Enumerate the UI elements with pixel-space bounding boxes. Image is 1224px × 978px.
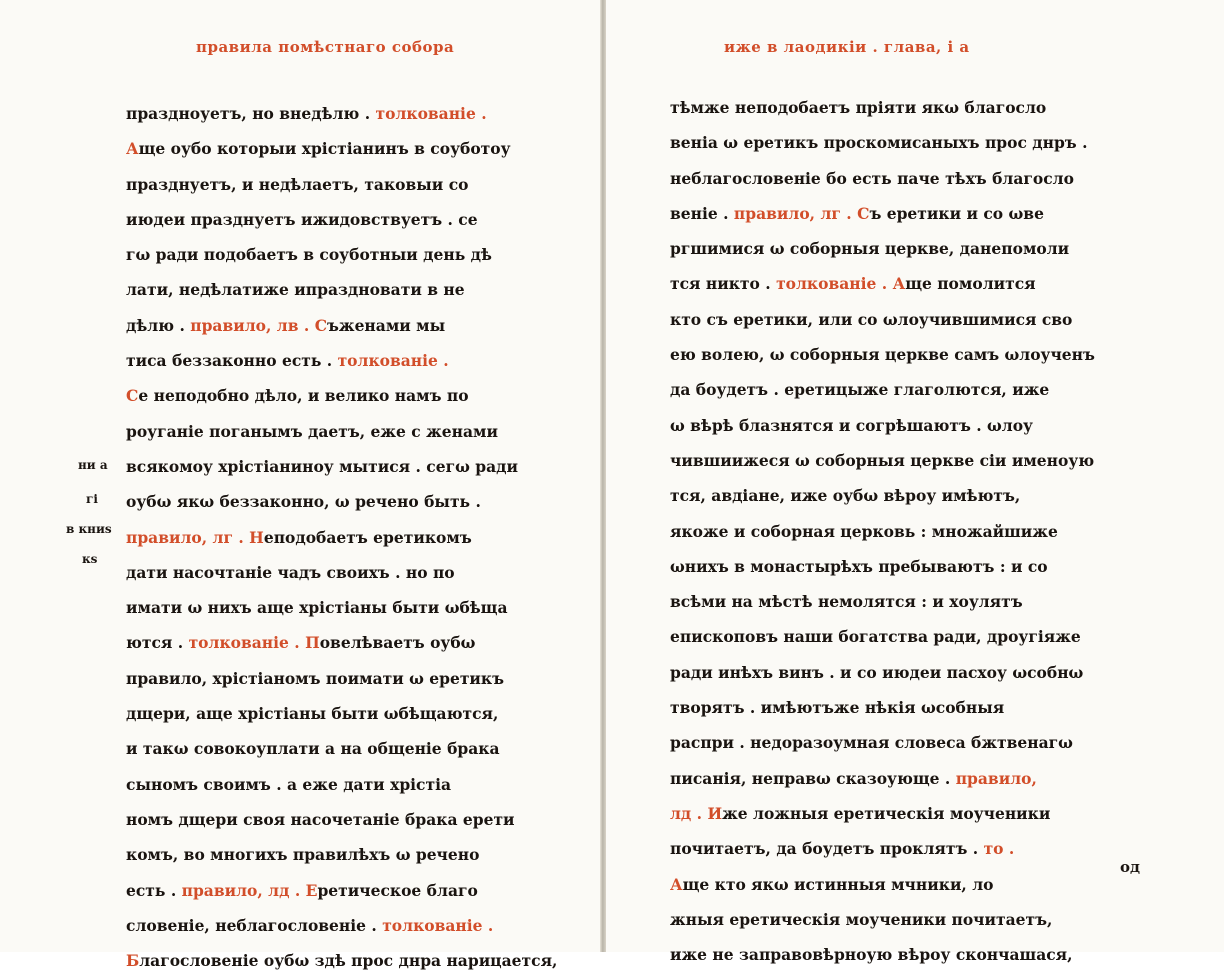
text-segment: овелѣваетъ оубω <box>319 633 476 653</box>
text-segment: тѣмже неподобаетъ пріяти якω благосло <box>670 98 1047 117</box>
rubric-segment: Е <box>305 880 318 900</box>
text-segment: кто съ еретики, или со ωлоучившимися сво <box>670 309 1073 329</box>
text-line <box>670 690 1110 725</box>
text-line <box>126 696 546 731</box>
text-line <box>670 655 1110 690</box>
text-line <box>670 125 1110 160</box>
text-line <box>126 343 546 378</box>
text-segment: ъженами мы <box>327 315 446 335</box>
text-line <box>126 625 546 660</box>
text-line <box>126 661 546 696</box>
text-segment: ргшимися ω соборныя церкве, данепомоли <box>670 239 1070 259</box>
rubric-segment: правило, лд . <box>181 880 306 900</box>
text-segment: ω вѣрѣ блазнятся и согрѣшаютъ . ωлоу <box>670 415 1033 435</box>
text-line <box>126 131 546 166</box>
rubric-segment: Б <box>126 951 140 971</box>
rubric-segment: А <box>670 874 683 894</box>
text-segment: ради инѣхъ винъ . и со июдеи пасхоу ωсобнω <box>670 662 1084 682</box>
text-segment: жныя еретическія моученики почитаетъ, <box>670 909 1053 929</box>
text-line <box>126 555 546 590</box>
text-line <box>126 484 546 519</box>
text-line <box>670 443 1110 478</box>
text-line <box>126 414 546 449</box>
text-segment: правило, хрістіаномъ поимати ω еретикъ <box>126 668 505 688</box>
text-segment: дщери, аще хрістіаны быти ωбѣщаются, <box>126 704 499 724</box>
text-segment: же ложныя еретическія моученики <box>722 803 1051 823</box>
text-segment: роуганіе поганымъ даетъ, еже с женами <box>126 421 498 441</box>
text-line <box>126 731 546 766</box>
text-line <box>670 831 1110 866</box>
left-page-text <box>126 96 558 978</box>
text-segment: гω ради подобаетъ в соуботныи день дѣ <box>126 245 492 265</box>
text-segment: есть . <box>126 880 182 900</box>
text-line <box>670 266 1110 301</box>
text-segment: словеніе, неблагословеніе . <box>126 915 383 935</box>
margin-note: ни а <box>78 458 108 472</box>
text-segment: е неподобно дѣло, и велико намъ по <box>138 386 469 406</box>
text-line <box>126 237 546 272</box>
rubric-segment: П <box>305 633 320 653</box>
text-line <box>126 590 546 625</box>
text-line <box>126 873 546 908</box>
text-line <box>670 196 1110 231</box>
left-page-header: правила помѣстнаго собора <box>196 38 455 56</box>
text-line <box>670 549 1110 584</box>
text-segment: номъ дщери своя насочетаніе брака ерети <box>126 809 515 829</box>
rubric-segment: правило, лг . <box>733 203 858 223</box>
text-segment: ще оубо которыи хрістіанинъ в соуботоу <box>138 139 511 159</box>
text-segment: веніа ω еретикъ проскомисаныхъ прос днръ . <box>670 133 1088 153</box>
text-line <box>670 761 1110 796</box>
text-line <box>670 725 1110 760</box>
right-page <box>606 0 1224 965</box>
text-segment: иже не заправовѣрноую вѣроу скончашася, <box>670 945 1073 965</box>
text-line <box>670 90 1110 125</box>
text-line <box>126 943 558 978</box>
rubric-segment: С <box>857 203 870 223</box>
rubric-segment: правило, лв . <box>190 315 310 335</box>
text-segment: ще помолится <box>905 274 1036 294</box>
right-page-text <box>670 90 1110 972</box>
rubric-segment: А <box>126 139 139 159</box>
text-segment: ще кто якω истинныя мчники, ло <box>682 874 994 894</box>
rubric-segment: то . <box>983 839 1015 859</box>
text-line <box>126 202 546 237</box>
text-segment: неблагословеніе бо есть паче тѣхъ благосло <box>670 168 1074 188</box>
text-segment: распри . недоразоумная словеса бжтвенагω <box>670 733 1073 753</box>
text-segment: дати насочтаніе чадъ своихъ . но по <box>126 562 455 582</box>
text-segment: веніе . <box>670 203 734 223</box>
text-segment: да боудетъ . еретицыже глаголются, иже <box>670 380 1050 400</box>
text-line <box>670 337 1110 372</box>
text-segment: ωнихъ в монастырѣхъ пребываютъ : и со <box>670 556 1048 576</box>
text-segment: тся, авдіане, иже оубω вѣроу имѣютъ, <box>670 486 1021 506</box>
rubric-segment: лд . <box>670 803 708 823</box>
text-segment: ею волею, ω соборныя церкве самъ ωлоученъ <box>670 345 1095 365</box>
text-line <box>670 902 1110 937</box>
rubric-segment: толкованіе . <box>382 915 494 935</box>
text-line <box>126 449 546 484</box>
text-segment: еподобаетъ еретикомъ <box>263 527 472 547</box>
text-segment: июдеи празднуетъ ижидовствуетъ . се <box>126 209 478 229</box>
text-segment: лагословеніе оубω здѣ прос днра нарицается, <box>139 951 558 971</box>
margin-note: кѕ <box>82 552 98 566</box>
margin-note: гі <box>86 492 98 506</box>
rubric-segment: толкованіе . <box>776 274 893 294</box>
text-line <box>126 308 546 343</box>
rubric-segment: правило, <box>955 768 1037 788</box>
left-page <box>0 0 602 971</box>
text-line <box>670 937 1110 972</box>
text-segment: всякомоу хрістіанинoу мытися . сегω ради <box>126 456 518 476</box>
rubric-segment: Н <box>249 527 264 547</box>
text-line <box>670 796 1110 831</box>
text-segment: празднуетъ, и недѣлаетъ, таковыи со <box>126 174 469 194</box>
rubric-segment: правило, лг . <box>126 527 250 547</box>
text-segment: ъ еретики и со ωве <box>869 203 1044 223</box>
text-segment: и такω совокоуплати а на общеніе брака <box>126 739 500 759</box>
rubric-segment: И <box>707 803 723 823</box>
rubric-segment: С <box>126 386 139 406</box>
text-segment: лати, недѣлатиже ипраздновати в не <box>126 280 465 300</box>
text-line <box>670 867 1110 902</box>
text-line <box>670 161 1110 196</box>
text-segment: сыномъ своимъ . а еже дати хрістіа <box>126 774 452 794</box>
text-line <box>670 619 1110 654</box>
text-segment: епископовъ наши богатства ради, дроугіяже <box>670 627 1081 647</box>
text-line <box>126 520 546 555</box>
rubric-segment: толкованіе . <box>337 351 449 371</box>
text-segment: дѣлю . <box>126 315 191 335</box>
text-segment: имати ω нихъ аще хрістіаны быти ωбѣща <box>126 598 508 618</box>
rubric-segment: толкованіе . <box>188 633 306 653</box>
text-line <box>126 96 546 131</box>
rubric-segment: толкованіе . <box>375 104 487 123</box>
text-segment: чившиижеся ω соборныя церкве сіи именоую <box>670 450 1095 470</box>
text-line <box>670 408 1110 443</box>
text-segment: творятъ . имѣютъже нѣкія ωсобныя <box>670 698 1005 718</box>
text-segment: праздноуетъ, но внедѣлю . <box>126 104 376 123</box>
text-line <box>670 302 1110 337</box>
text-segment: писанія, неправω сказоующе . <box>670 768 956 788</box>
text-segment: тиса беззаконно есть . <box>126 351 338 371</box>
text-segment: комъ, во многихъ правилѣхъ ω речено <box>126 845 480 865</box>
text-line <box>126 272 546 307</box>
text-line <box>126 378 546 413</box>
rubric-segment: С <box>309 315 328 335</box>
text-line <box>126 167 546 202</box>
margin-note: в книѕ <box>66 522 112 536</box>
text-line <box>670 372 1110 407</box>
text-segment: почитаетъ, да боудетъ проклятъ . <box>670 839 984 859</box>
text-segment: всѣми на мѣстѣ немолятся : и хоулятъ <box>670 592 1023 612</box>
rubric-segment: А <box>892 274 906 294</box>
right-page-header: иже в лаодикіи . глава, і а <box>724 38 970 56</box>
text-line <box>126 802 546 837</box>
text-segment: ретическое благо <box>317 880 478 900</box>
text-line <box>670 584 1110 619</box>
text-line <box>670 231 1110 266</box>
text-line <box>126 837 546 872</box>
text-segment: ются . <box>126 633 189 653</box>
text-line <box>670 478 1110 513</box>
text-line <box>126 767 546 802</box>
text-line <box>126 908 546 943</box>
text-segment: якоже и соборная церковь : множайшиже <box>670 521 1058 541</box>
text-segment: оубω якω беззаконно, ω речено быть . <box>126 492 481 512</box>
text-segment: тся никто . <box>670 274 777 294</box>
text-line <box>670 514 1110 549</box>
folio-number: од <box>1120 858 1141 876</box>
